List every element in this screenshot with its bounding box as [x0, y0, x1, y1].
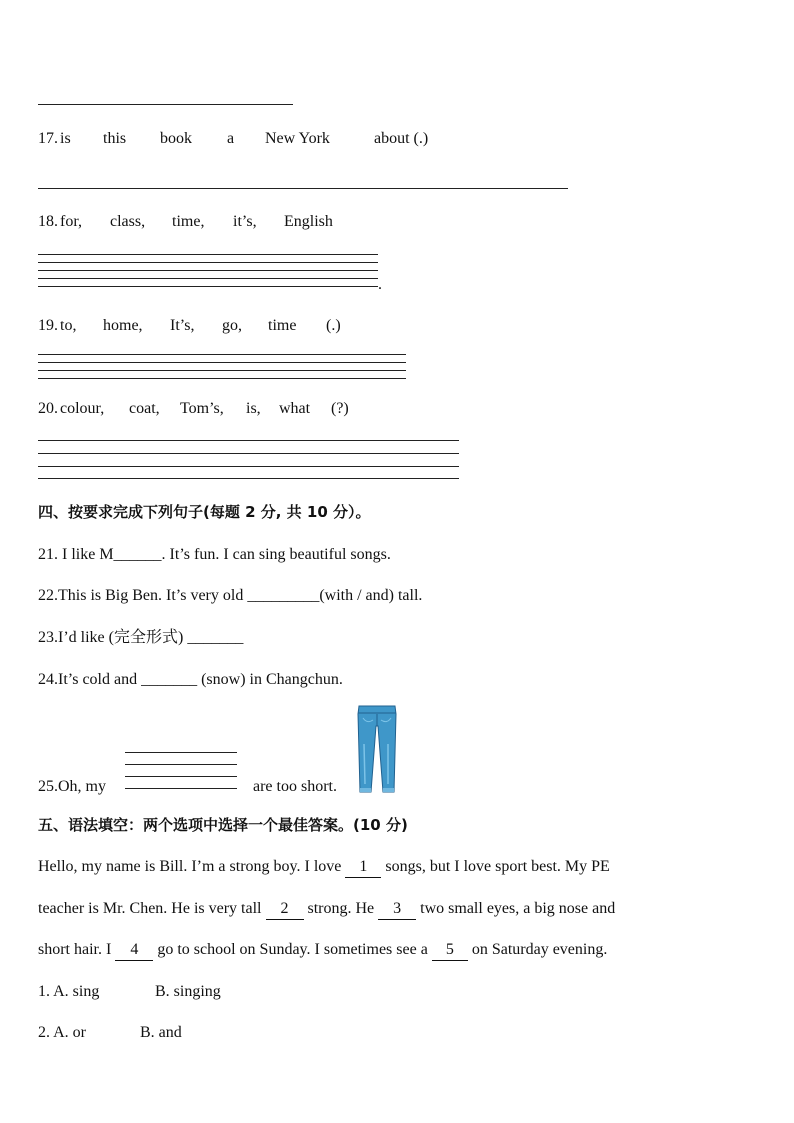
answer-blank[interactable]: ______ [113, 546, 162, 563]
answer-line [38, 270, 378, 271]
question-text: (snow) in Changchun. [197, 671, 343, 688]
question-text: 25.Oh, my [38, 778, 106, 795]
question-23 [38, 628, 243, 648]
answer-line [38, 354, 406, 355]
jeans-icon [355, 704, 399, 794]
answer-line [38, 104, 293, 105]
answer-line [38, 262, 378, 263]
question-number: 17. [38, 130, 58, 147]
answer-blank[interactable]: 4 [115, 940, 153, 961]
word: It’s, [170, 317, 195, 334]
answer-blank[interactable]: _______ [141, 671, 198, 688]
word: is [60, 130, 71, 147]
question-21 [38, 545, 391, 565]
word: go, [222, 317, 242, 334]
word: Tom’s, [180, 400, 224, 417]
option-a[interactable]: 1. A. sing [38, 983, 100, 1000]
word: is, [246, 400, 261, 417]
option-row [38, 1023, 182, 1043]
passage-text: strong. He [303, 900, 379, 917]
answer-blank[interactable]: _______ [187, 629, 244, 646]
option-b[interactable]: B. singing [155, 983, 221, 1000]
answer-line [38, 286, 378, 287]
section-heading: 四、按要求完成下列句子(每题 2 分, 共 10 分）。 [38, 503, 371, 521]
option-b[interactable]: B. and [140, 1024, 182, 1041]
question-text: 24.It’s cold and [38, 671, 142, 688]
answer-line [38, 362, 406, 363]
answer-blank[interactable]: 1 [345, 857, 381, 878]
word: what [279, 400, 311, 417]
question-text: (with / and) tall. [319, 587, 423, 604]
word: a [227, 130, 235, 147]
answer-line[interactable] [125, 764, 237, 765]
answer-line [38, 378, 406, 379]
word: class, [110, 213, 146, 230]
answer-line [38, 278, 378, 279]
word: about (.) [374, 130, 429, 147]
question-text: 21. I like M [38, 546, 114, 563]
answer-line [38, 466, 459, 467]
option-row [38, 982, 221, 1002]
word: for, [60, 213, 83, 230]
word: time [268, 317, 297, 334]
answer-line [38, 440, 459, 441]
period: . [378, 276, 382, 293]
passage-text: two small eyes, a big nose and [416, 900, 616, 917]
question-text: 23.I’d like (完全形式) [38, 629, 188, 646]
answer-line[interactable] [125, 788, 237, 789]
answer-blank[interactable]: 2 [266, 899, 304, 920]
word: New York [265, 130, 330, 147]
answer-line [38, 478, 459, 479]
passage-text: short hair. I [38, 941, 116, 958]
word: time, [172, 213, 205, 230]
passage-text: Hello, my name is Bill. I’m a strong boy. I love [38, 858, 346, 875]
word: (.) [326, 317, 341, 334]
question-22 [38, 586, 422, 606]
word: book [160, 130, 192, 147]
question-24 [38, 670, 343, 690]
word: (?) [331, 400, 349, 417]
passage-text: songs, but I love sport best. My PE [381, 858, 610, 875]
question-number: 20. [38, 400, 58, 417]
answer-line [38, 188, 568, 189]
answer-blank[interactable]: 3 [378, 899, 416, 920]
answer-line[interactable] [125, 752, 237, 753]
answer-line [38, 453, 459, 454]
passage-text: go to school on Sunday. I sometimes see a [153, 941, 432, 958]
passage-line [38, 899, 615, 920]
question-text: 22.This is Big Ben. It’s very old [38, 587, 248, 604]
question-text: . It’s fun. I can sing beautiful songs. [161, 546, 391, 563]
question-text: are too short. [253, 778, 337, 795]
answer-line [38, 370, 406, 371]
answer-line[interactable] [125, 776, 237, 777]
answer-line [38, 254, 378, 255]
word: coat, [129, 400, 160, 417]
section-heading: 五、语法填空：两个选项中选择一个最佳答案。(10 分) [38, 816, 408, 834]
word: to, [60, 317, 77, 334]
passage-text: on Saturday evening. [467, 941, 608, 958]
word: this [103, 130, 127, 147]
question-number: 19. [38, 317, 58, 334]
option-a[interactable]: 2. A. or [38, 1024, 86, 1041]
word: home, [103, 317, 143, 334]
word: English [284, 213, 333, 230]
answer-blank[interactable]: 5 [432, 940, 468, 961]
word: it’s, [233, 213, 257, 230]
passage-text: teacher is Mr. Chen. He is very tall [38, 900, 266, 917]
answer-blank[interactable]: _________ [247, 587, 320, 604]
passage-line [38, 857, 610, 878]
passage-line [38, 940, 607, 961]
question-number: 18. [38, 213, 58, 230]
word: colour, [60, 400, 105, 417]
